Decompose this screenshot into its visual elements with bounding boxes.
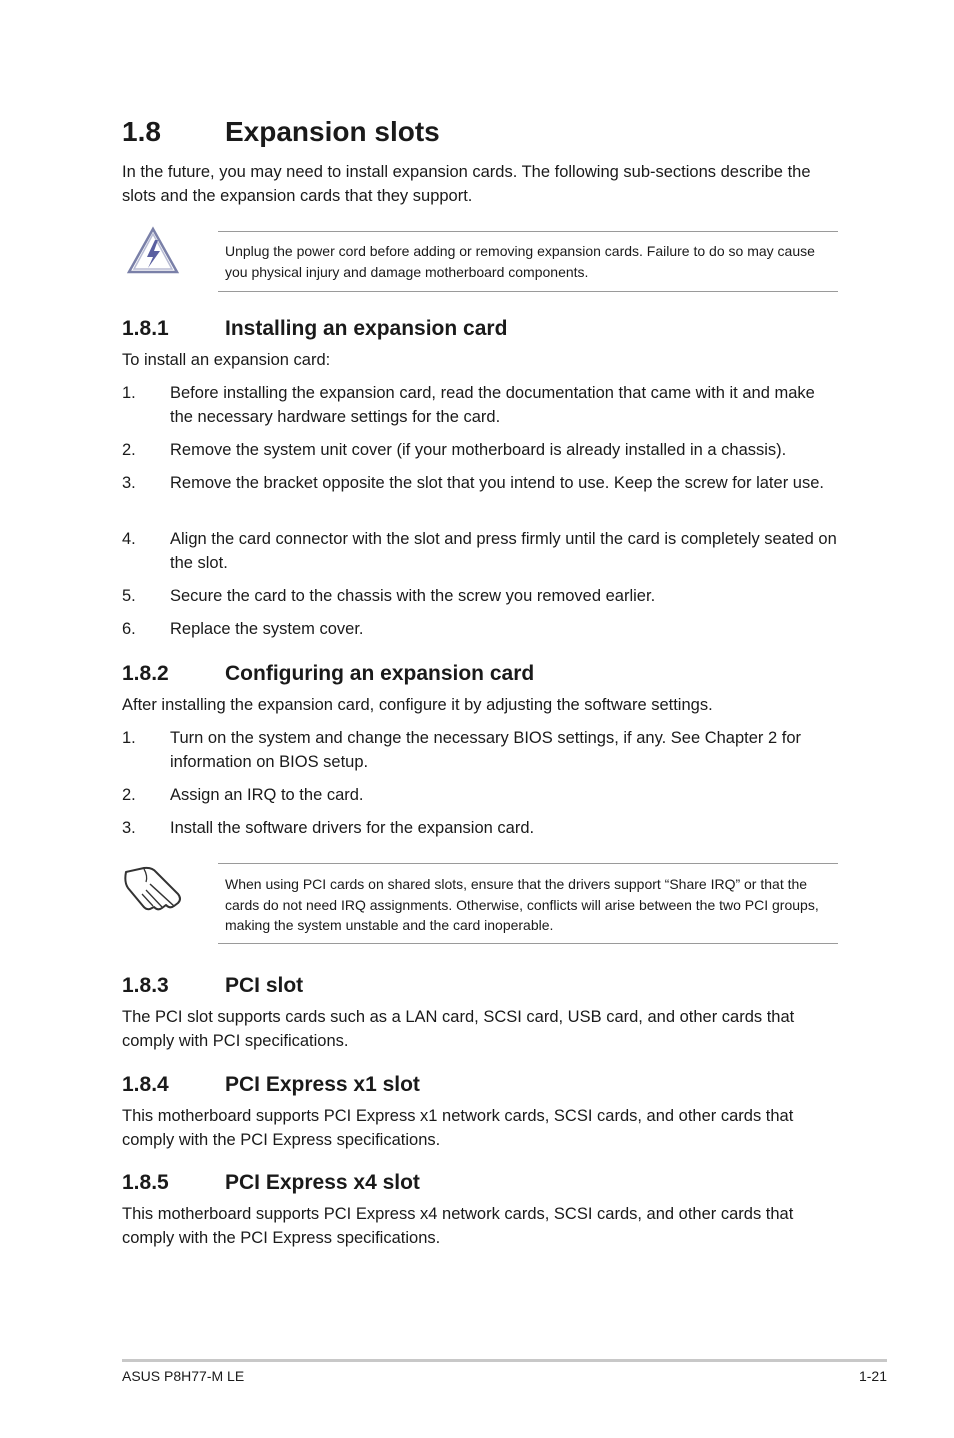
subsection-text: This motherboard supports PCI Express x1 network cards, SCSI cards, and other cards that comply with the PCI Express specifications.	[122, 1107, 794, 1149]
step-number: 2.	[122, 786, 136, 804]
step-text: Replace the system cover.	[170, 620, 364, 638]
step-text: Remove the bracket opposite the slot that you intend to use. Keep the screw for later use.	[170, 474, 824, 492]
footer-product-name: ASUS P8H77-M LE	[122, 1368, 245, 1384]
section-number: 1.8	[122, 116, 161, 147]
step-text: Turn on the system and change the necessary BIOS settings, if any. See Chapter 2 for information on BIOS setup.	[170, 729, 802, 771]
step-number: 1.	[122, 384, 136, 402]
subsection-number: 1.8.3	[122, 974, 169, 997]
pointing-hand-icon	[122, 862, 186, 914]
subsection-text: The PCI slot supports cards such as a LAN card, SCSI card, USB card, and other cards that comply with PCI specifications.	[122, 1008, 795, 1050]
step-number: 6.	[122, 620, 136, 638]
step-number: 5.	[122, 587, 136, 605]
hand-note-text: When using PCI cards on shared slots, ensure that the drivers support “Share IRQ” or that the cards do not need IRQ assignments. Otherwise, conflicts will arise between the two PCI groups, making the system unstable and the card inoperable.	[225, 876, 819, 933]
subsection-number: 1.8.1	[122, 317, 169, 340]
step-text: Before installing the expansion card, read the documentation that came with it and make the necessary hardware settings for the card.	[170, 384, 815, 426]
subsection-title: PCI Express x1 slot	[225, 1073, 420, 1096]
subsection-title: Configuring an expansion card	[225, 662, 535, 685]
step-text: Secure the card to the chassis with the screw you removed earlier.	[170, 587, 656, 605]
step-number: 1.	[122, 729, 136, 747]
note-top-rule	[218, 231, 838, 232]
subsection-title: PCI Express x4 slot	[225, 1171, 420, 1194]
step-text: Assign an IRQ to the card.	[170, 786, 364, 804]
subsection-text: This motherboard supports PCI Express x4 network cards, SCSI cards, and other cards that comply with the PCI Express specifications.	[122, 1205, 794, 1247]
subsection-number: 1.8.4	[122, 1073, 169, 1096]
section-title: Expansion slots	[225, 116, 440, 147]
step-number: 3.	[122, 819, 136, 837]
footer-page-number: 1-21	[858, 1368, 887, 1384]
note-bottom-rule	[218, 291, 838, 292]
subsection-lead: To install an expansion card:	[122, 351, 331, 369]
subsection-lead: After installing the expansion card, configure it by adjusting the software settings.	[122, 696, 713, 714]
section-intro: In the future, you may need to install expansion cards. The following sub-sections describe the slots and the expansion cards that they support.	[122, 163, 811, 205]
warning-lightning-icon	[126, 226, 180, 276]
note-top-rule	[218, 863, 838, 864]
warning-note-text: Unplug the power cord before adding or removing expansion cards. Failure to do so may cause you physical injury and damage motherboard components.	[225, 243, 815, 280]
subsection-title: PCI slot	[225, 974, 304, 997]
step-number: 3.	[122, 474, 136, 492]
step-text: Align the card connector with the slot and press firmly until the card is completely seated on the slot.	[170, 530, 837, 572]
step-number: 2.	[122, 441, 136, 459]
step-text: Install the software drivers for the expansion card.	[170, 819, 535, 837]
subsection-title: Installing an expansion card	[225, 317, 508, 340]
subsection-number: 1.8.5	[122, 1171, 169, 1194]
step-number: 4.	[122, 530, 136, 548]
note-bottom-rule	[218, 943, 838, 944]
step-text: Remove the system unit cover (if your motherboard is already installed in a chassis).	[170, 441, 787, 459]
footer-rule	[122, 1359, 887, 1362]
subsection-number: 1.8.2	[122, 662, 169, 685]
